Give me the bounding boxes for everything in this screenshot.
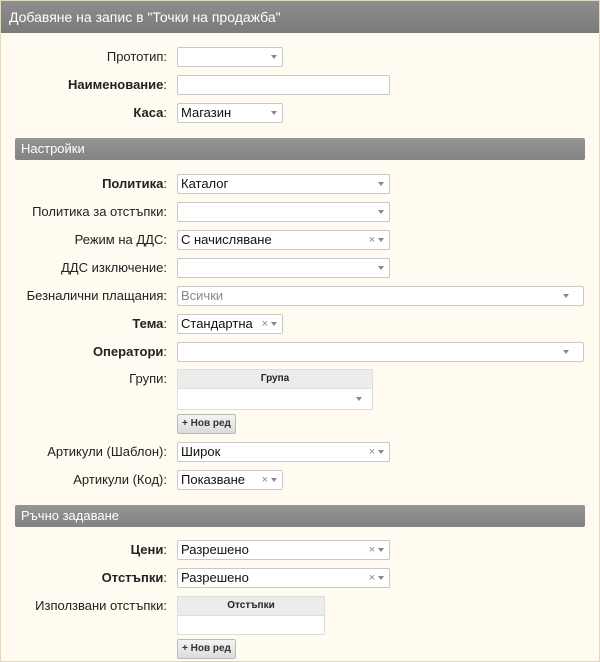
- discount-policy-select[interactable]: [177, 202, 390, 222]
- cashbox-label: Каса:: [133, 105, 167, 120]
- chevron-down-icon: [378, 266, 384, 270]
- policy-select[interactable]: Каталог: [177, 174, 390, 194]
- chevron-down-icon: [378, 238, 384, 242]
- used-discounts-label: Използвани отстъпки:: [35, 598, 167, 613]
- chevron-down-icon: [378, 548, 384, 552]
- chevron-down-icon: [271, 478, 277, 482]
- chevron-down-icon: [271, 111, 277, 115]
- cashless-payments-select[interactable]: Всички: [177, 286, 584, 306]
- name-label: Наименование:: [68, 77, 167, 92]
- cashless-payments-label: Безналични плащания:: [26, 288, 167, 303]
- chevron-down-icon: [378, 210, 384, 214]
- groups-table: [177, 369, 373, 410]
- clear-icon[interactable]: ×: [261, 474, 268, 486]
- articles-template-select[interactable]: Широк ×: [177, 442, 390, 462]
- prices-label: Цени:: [130, 542, 167, 557]
- prices-select[interactable]: Разрешено ×: [177, 540, 390, 560]
- theme-select[interactable]: Стандартна ×: [177, 314, 283, 334]
- groups-column-header: Група: [178, 370, 372, 389]
- used-discounts-table: [177, 596, 325, 635]
- articles-template-label: Артикули (Шаблон):: [47, 444, 167, 459]
- chevron-down-icon: [378, 450, 384, 454]
- used-discounts-row[interactable]: [178, 616, 324, 635]
- groups-add-row-button[interactable]: + Нов ред: [177, 414, 236, 434]
- articles-code-label: Артикули (Код):: [73, 472, 167, 487]
- chevron-down-icon: [356, 397, 362, 401]
- chevron-down-icon: [378, 182, 384, 186]
- clear-icon[interactable]: ×: [368, 544, 375, 556]
- chevron-down-icon: [271, 322, 277, 326]
- operators-label: Оператори:: [92, 344, 167, 359]
- vat-mode-select[interactable]: С начисляване ×: [177, 230, 390, 250]
- vat-exception-select[interactable]: [177, 258, 390, 278]
- settings-section-header: Настройки: [15, 138, 585, 160]
- theme-label: Тема:: [132, 316, 167, 331]
- policy-label: Политика:: [102, 176, 167, 191]
- used-discounts-column-header: Отстъпки: [178, 597, 324, 616]
- clear-icon[interactable]: ×: [368, 234, 375, 246]
- vat-exception-label: ДДС изключение:: [60, 260, 167, 275]
- name-input[interactable]: [177, 75, 390, 95]
- discounts-select[interactable]: Разрешено ×: [177, 568, 390, 588]
- chevron-down-icon: [378, 576, 384, 580]
- groups-row-select[interactable]: [178, 389, 372, 410]
- discount-policy-label: Политика за отстъпки:: [32, 204, 167, 219]
- chevron-down-icon: [271, 55, 277, 59]
- form-title: Добавяне на запис в "Точки на продажба": [1, 1, 599, 33]
- prototype-select[interactable]: [177, 47, 283, 67]
- manual-section-header: Ръчно задаване: [15, 505, 585, 527]
- clear-icon[interactable]: ×: [368, 446, 375, 458]
- articles-code-select[interactable]: Показване ×: [177, 470, 283, 490]
- used-discounts-add-row-button[interactable]: + Нов ред: [177, 639, 236, 659]
- operators-select[interactable]: [177, 342, 584, 362]
- cashbox-select[interactable]: Магазин: [177, 103, 283, 123]
- clear-icon[interactable]: ×: [261, 318, 268, 330]
- groups-label: Групи:: [129, 371, 167, 386]
- chevron-down-icon: [563, 294, 569, 298]
- chevron-down-icon: [563, 350, 569, 354]
- clear-icon[interactable]: ×: [368, 572, 375, 584]
- discounts-label: Отстъпки:: [101, 570, 167, 585]
- vat-mode-label: Режим на ДДС:: [74, 232, 167, 247]
- prototype-label: Прототип:: [106, 49, 167, 64]
